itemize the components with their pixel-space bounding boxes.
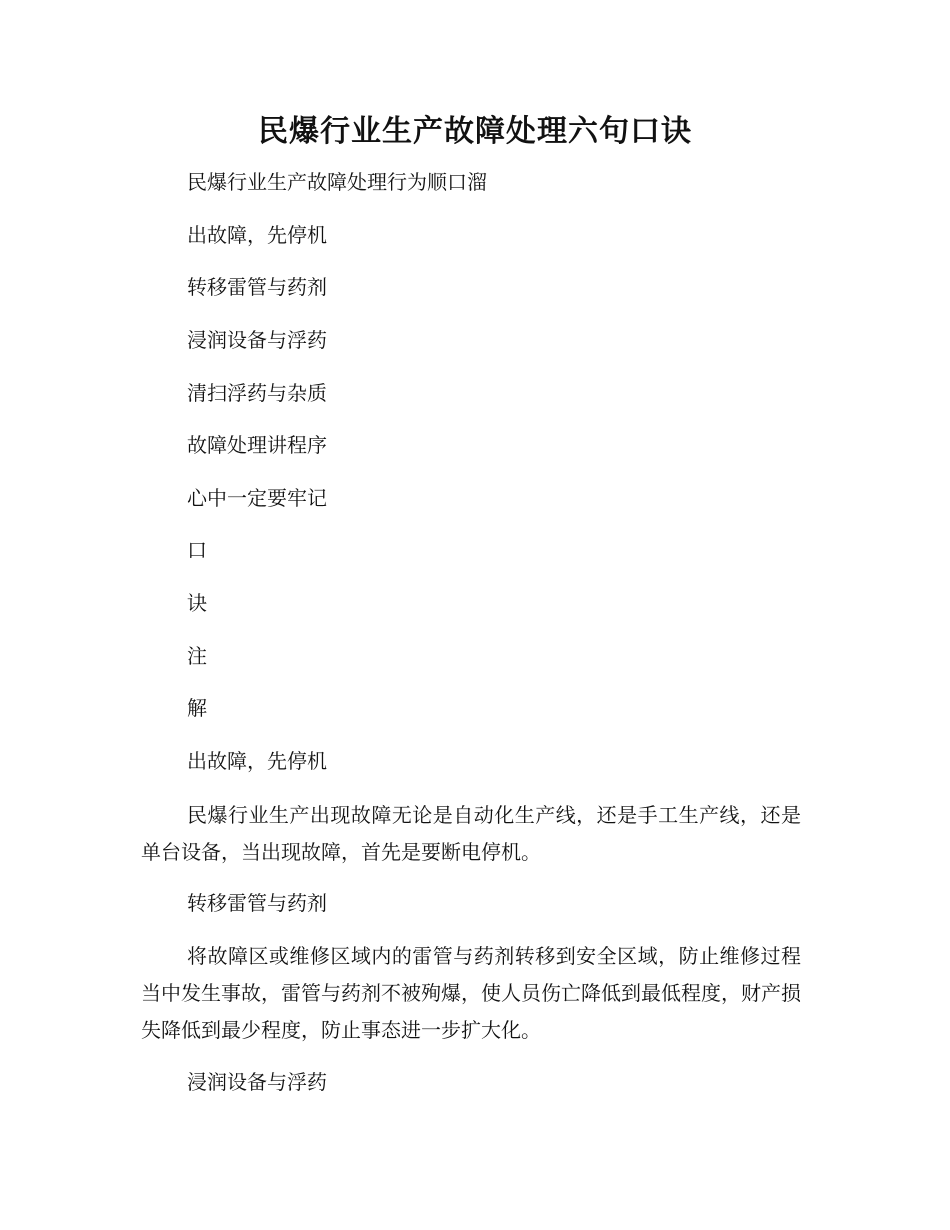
- verse-line-1: 出故障，先停机: [187, 223, 327, 247]
- section-heading-char-1: 口: [187, 538, 207, 562]
- section-heading-char-3: 注: [187, 644, 207, 668]
- verse-line-3: 浸润设备与浮药: [187, 328, 327, 352]
- verse-line-6: 心中一定要牢记: [187, 486, 327, 510]
- document-title: 民爆行业生产故障处理六句口诀: [258, 114, 692, 149]
- explanation-heading-3: 浸润设备与浮药: [187, 1070, 327, 1094]
- explanation-paragraph-1: 民爆行业生产出现故障无论是自动化生产线，还是手工生产线，还是单台设备，当出现故障，首先是要断电停机。: [141, 803, 801, 864]
- verse-line-2: 转移雷管与药剂: [187, 275, 327, 299]
- subtitle-line: 民爆行业生产故障处理行为顺口溜: [187, 170, 487, 194]
- explanation-paragraph-2: 将故障区或维修区域内的雷管与药剂转移到安全区域，防止维修过程当中发生事故，雷管与药剂不被殉爆，使人员伤亡降低到最低程度，财产损失降低到最少程度，防止事态进一步扩大化。: [141, 944, 801, 1042]
- explanation-heading-1: 出故障，先停机: [187, 749, 327, 773]
- verse-line-4: 清扫浮药与杂质: [187, 381, 327, 405]
- verse-line-5: 故障处理讲程序: [187, 433, 327, 457]
- section-heading-char-2: 诀: [187, 591, 207, 615]
- section-heading-char-4: 解: [187, 696, 207, 720]
- explanation-heading-2: 转移雷管与药剂: [187, 891, 327, 915]
